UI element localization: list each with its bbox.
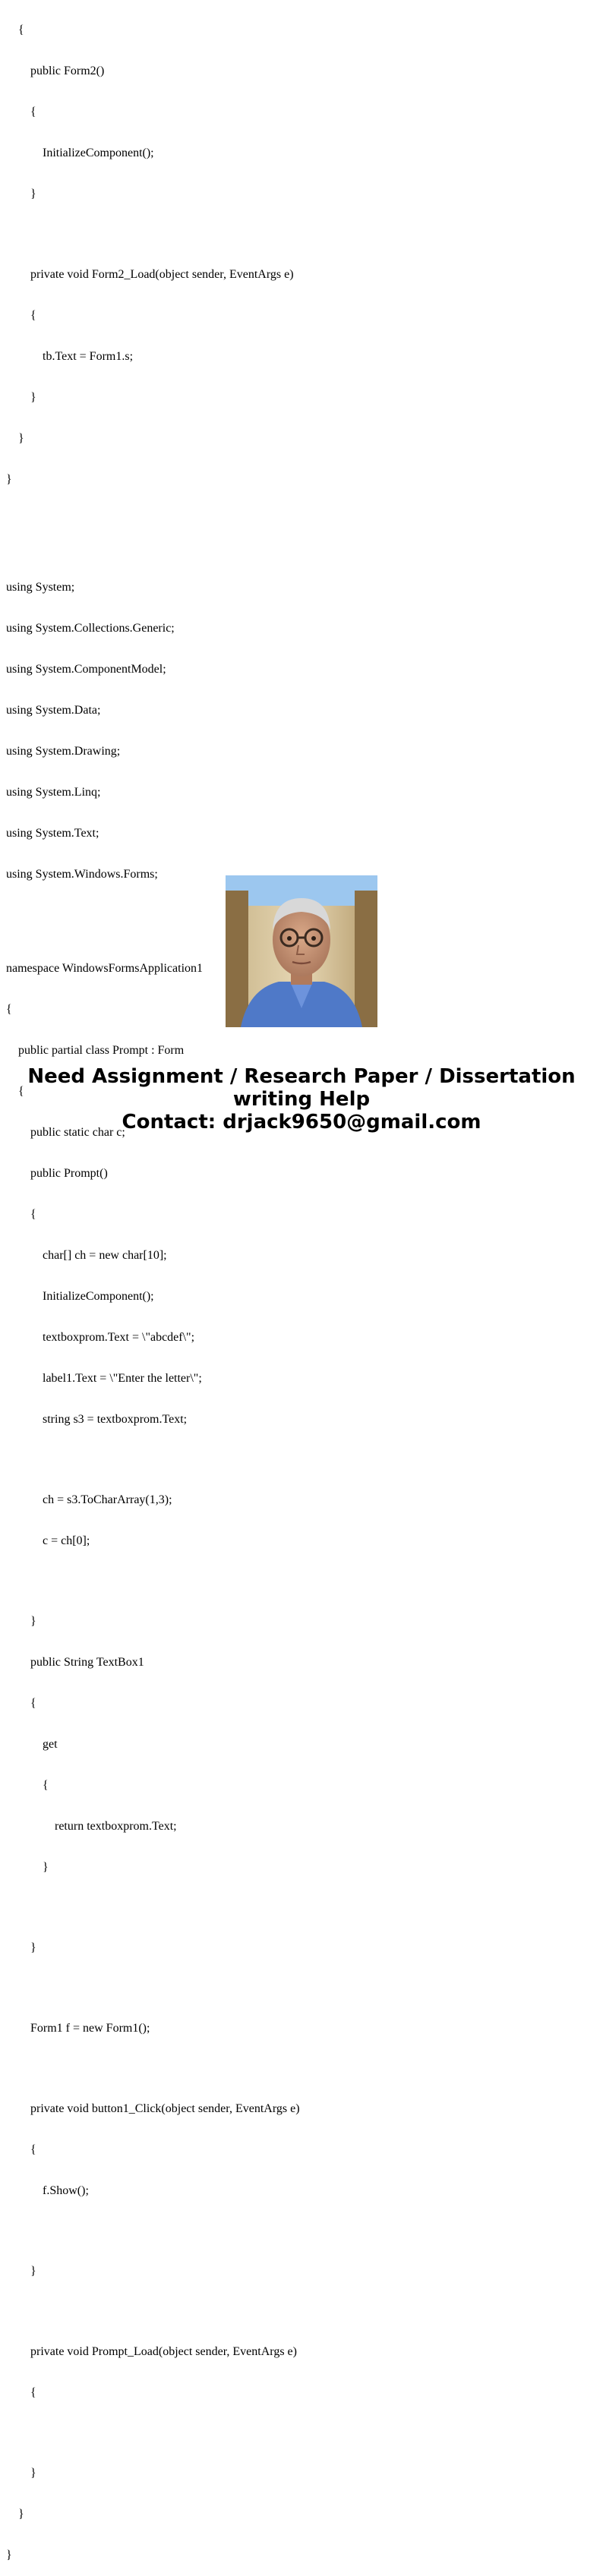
code-line: { — [43, 1779, 49, 1792]
code-line: private void Prompt_Load(object sender, EventArgs e) — [30, 2345, 297, 2358]
code-line: public Form2() — [30, 65, 105, 77]
code-line: using System.Drawing; — [6, 745, 121, 758]
code-line: private void Form2_Load(object sender, EventArgs e) — [30, 268, 294, 281]
code-line: private void button1_Click(object sender, EventArgs e) — [30, 2102, 300, 2115]
code-line: textboxprom.Text = \"abcdef\"; — [43, 1331, 195, 1344]
code-line: using System.ComponentModel; — [6, 663, 166, 676]
code-line: using System.Linq; — [6, 786, 101, 799]
author-photo — [226, 875, 377, 1027]
code-line: } — [6, 473, 12, 486]
code-line: ch = s3.ToCharArray(1,3); — [43, 1493, 172, 1506]
code-line: { — [30, 309, 36, 322]
code-line: using System.Text; — [6, 827, 99, 840]
code-line: tb.Text = Form1.s; — [43, 350, 134, 363]
code-line: using System.Data; — [6, 704, 101, 717]
code-line: char[] ch = new char[10]; — [43, 1249, 167, 1262]
code-line: } — [30, 2467, 36, 2480]
code-line: c = ch[0]; — [43, 1534, 90, 1547]
code-line: public static char c; — [30, 1126, 125, 1139]
author-photo-icon — [226, 875, 377, 1027]
code-line: namespace WindowsFormsApplication1 — [6, 962, 204, 975]
code-line: public String TextBox1 — [30, 1656, 144, 1669]
code-line: { — [30, 2386, 36, 2399]
code-line: return textboxprom.Text; — [55, 1820, 177, 1833]
code-line: } — [30, 391, 36, 404]
code-line: { — [18, 24, 24, 36]
code-line: } — [30, 2265, 36, 2278]
code-line: label1.Text = \"Enter the letter\"; — [43, 1372, 202, 1385]
code-line: string s3 = textboxprom.Text; — [43, 1413, 188, 1426]
code-line: using System.Windows.Forms; — [6, 868, 158, 881]
code-line: f.Show(); — [43, 2184, 89, 2197]
promo-line: writing Help — [232, 1088, 371, 1111]
code-line: { — [30, 1697, 36, 1710]
code-line: } — [30, 1941, 36, 1954]
code-line: get — [43, 1738, 58, 1751]
code-line: } — [43, 1861, 49, 1874]
code-line: public Prompt() — [30, 1167, 108, 1180]
code-line: using System.Collections.Generic; — [6, 622, 175, 635]
promo-line: Need Assignment / Research Paper / Dissertation — [27, 1065, 576, 1088]
code-line: using System; — [6, 581, 75, 594]
code-listing — [6, 0, 300, 2576]
code-line: { — [30, 106, 36, 118]
code-line: Form1 f = new Form1(); — [30, 2022, 150, 2035]
code-line: } — [30, 1615, 36, 1628]
code-line: } — [30, 188, 36, 200]
contact-line: Contact: drjack9650@gmail.com — [122, 1111, 481, 1134]
promo-banner — [0, 1065, 603, 1134]
code-line: { — [30, 1208, 36, 1221]
code-line: { — [6, 1003, 12, 1016]
code-line: } — [6, 2549, 12, 2562]
code-line: { — [18, 1085, 24, 1098]
code-line: public partial class Prompt : Form — [18, 1044, 185, 1057]
code-line: { — [30, 2143, 36, 2156]
code-line: } — [18, 2508, 24, 2521]
code-line: InitializeComponent(); — [43, 147, 154, 159]
code-line: InitializeComponent(); — [43, 1290, 154, 1303]
code-line: } — [18, 432, 24, 445]
